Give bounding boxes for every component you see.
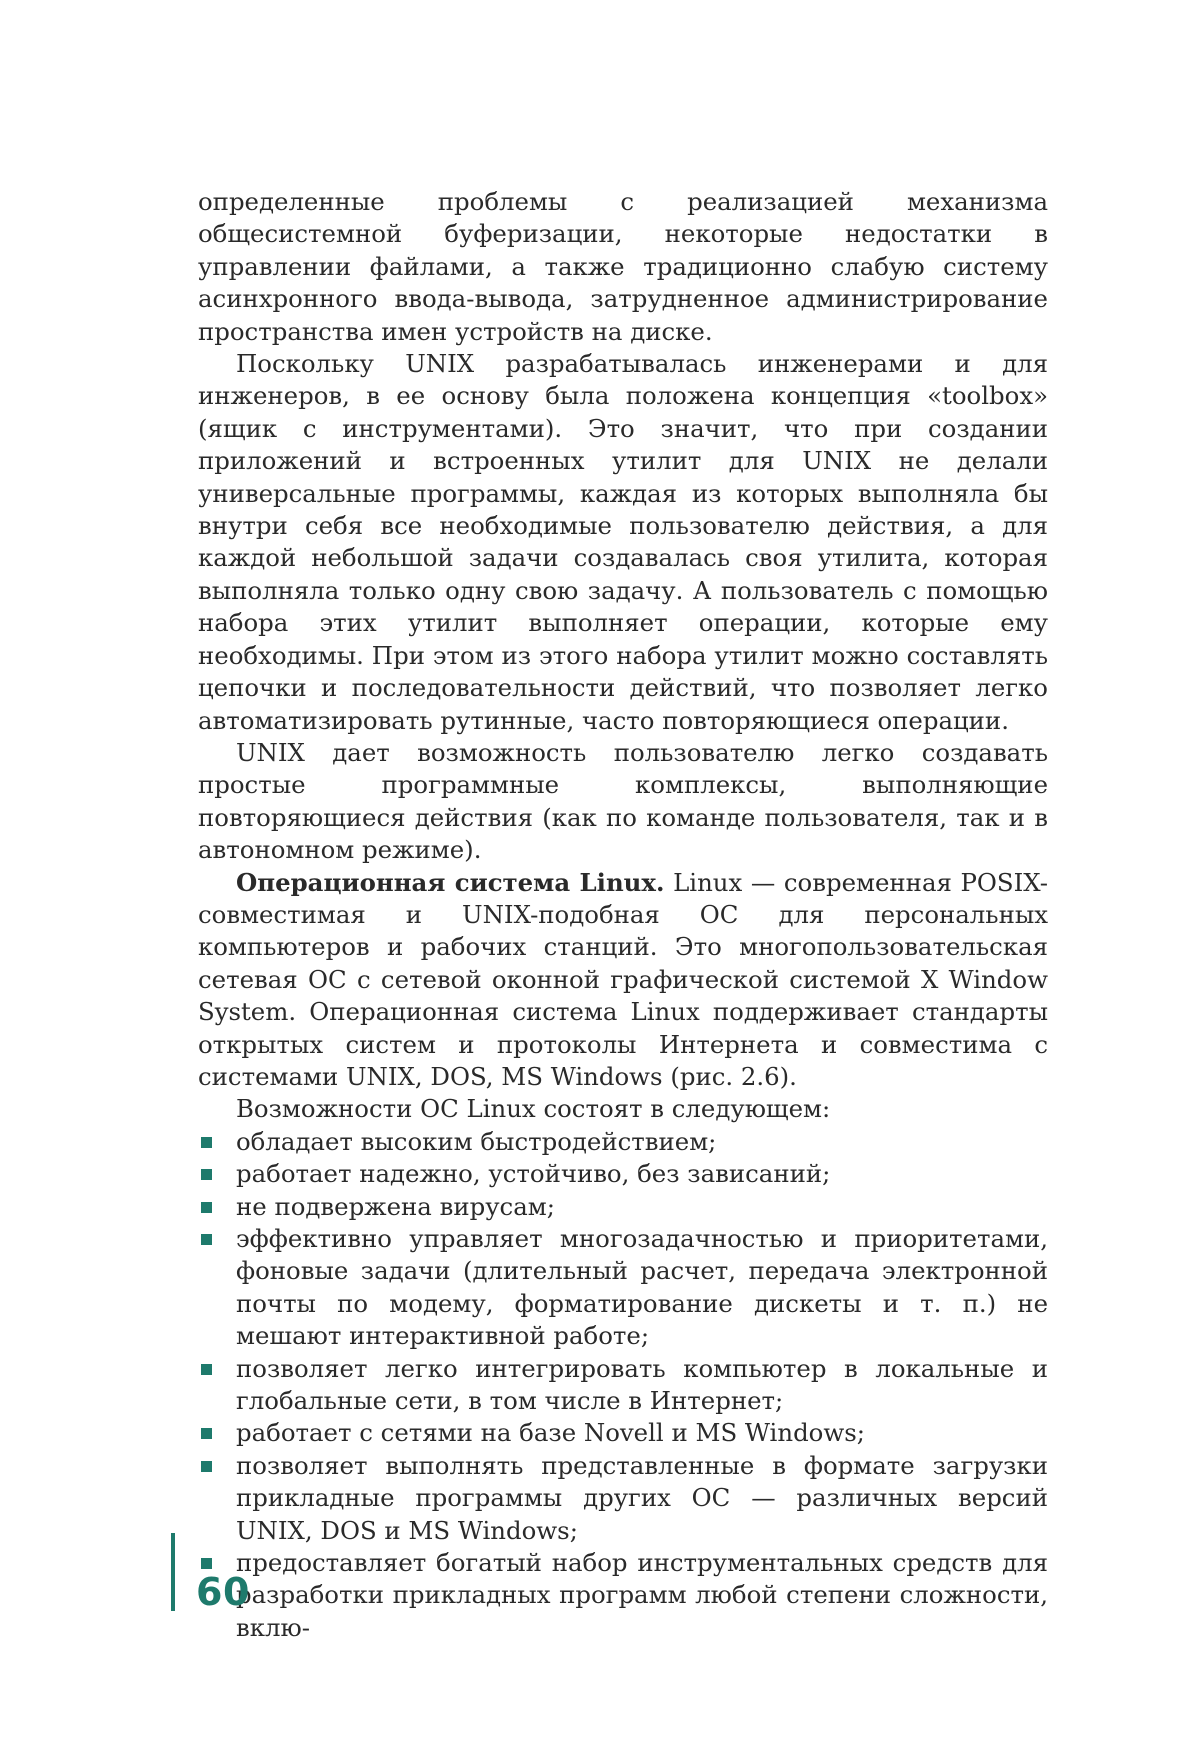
linux-paragraph xyxy=(198,867,1048,1094)
toolbox-paragraph: Поскольку UNIX разрабатывалась инженерами и для инженеров, в ее основу была положена концепция «toolbox» (ящик с инструментами). Это значит, что при создании приложений и встроенных утилит для UNIX не делали универсальные программы, каждая из которых выполняла бы внутри себя все необходимые пользователю действия, а для каждой небольшой задачи создавалась своя утилита, которая выполняла только одну свою задачу. А пользователь с помощью набора этих утилит выполняет операции, которые ему необходимы. При этом из этого набора утилит можно составлять цепочки и последовательности действий, что позволяет легко автоматизировать рутинные, часто повторяющиеся операции. xyxy=(198,349,1048,735)
features-intro: Возможности ОС Linux состоят в следующем: xyxy=(236,1094,831,1124)
square-bullet-icon xyxy=(201,1558,212,1569)
square-bullet-icon xyxy=(201,1428,212,1439)
footer-accent-rule xyxy=(171,1533,175,1611)
feature-text: позволяет выполнять представленные в формате загрузки прикладные программы других ОС — различных версий UNIX, DOS и MS Windows; xyxy=(236,1450,1048,1545)
feature-text: обладает высоким быстродействием; xyxy=(236,1126,717,1156)
feature-item xyxy=(198,1126,1048,1158)
square-bullet-icon xyxy=(201,1202,212,1213)
feature-item xyxy=(198,1547,1048,1644)
feature-text: не подвержена вирусам; xyxy=(236,1191,555,1221)
square-bullet-icon xyxy=(201,1234,212,1245)
feature-text: работает с сетями на базе Novell и MS Windows; xyxy=(236,1418,865,1448)
continuation-paragraph: определенные проблемы с реализацией механизма общесистемной буферизации, некоторые недостатки в управлении файлами, а также традиционно слабую систему асинхронного ввода-вывода, затрудненное администрирование пространства имен устройств на диске. xyxy=(198,187,1048,346)
feature-text: эффективно управляет многозадачностью и приоритетами, фоновые задачи (длительный расчет, передача электронной почты по модему, форматирование дискеты и т. п.) не мешают интерактивной работе; xyxy=(236,1224,1048,1351)
linux-heading: Операционная система Linux. xyxy=(236,867,665,897)
square-bullet-icon xyxy=(201,1364,212,1375)
linux-paragraph-text: Linux — современная POSIX-совместимая и UNIX-подобная ОС для персональных компьютеров и рабочих станций. Это многопользовательская сетевая ОС с сетевой оконной графической системой X Window System. Операционная система Linux поддерживает стандарты открытых систем и протоколы Интернета и совместима с системами UNIX, DOS, MS Windows (рис. 2.6). xyxy=(198,867,1049,1091)
feature-item xyxy=(198,1417,1048,1449)
feature-item xyxy=(198,1158,1048,1190)
feature-text: позволяет легко интегрировать компьютер в локальные и глобальные сети, в том числе в Интернет; xyxy=(236,1353,1048,1416)
page-number: 60 xyxy=(196,1570,250,1614)
page-body xyxy=(198,186,1048,1644)
feature-text: работает надежно, устойчиво, без зависаний; xyxy=(236,1159,831,1189)
square-bullet-icon xyxy=(201,1461,212,1472)
square-bullet-icon xyxy=(201,1137,212,1148)
square-bullet-icon xyxy=(201,1169,212,1180)
features-list xyxy=(198,1126,1048,1645)
program-complexes-paragraph: UNIX дает возможность пользователю легко создавать простые программные комплексы, выполняющие повторяющиеся действия (как по команде пользователя, так и в автономном режиме). xyxy=(198,737,1048,865)
feature-item xyxy=(198,1450,1048,1547)
feature-item xyxy=(198,1353,1048,1418)
feature-text: предоставляет богатый набор инструментальных средств для разработки прикладных программ любой степени сложности, вклю- xyxy=(236,1548,1048,1642)
feature-item xyxy=(198,1191,1048,1223)
feature-item xyxy=(198,1223,1048,1353)
